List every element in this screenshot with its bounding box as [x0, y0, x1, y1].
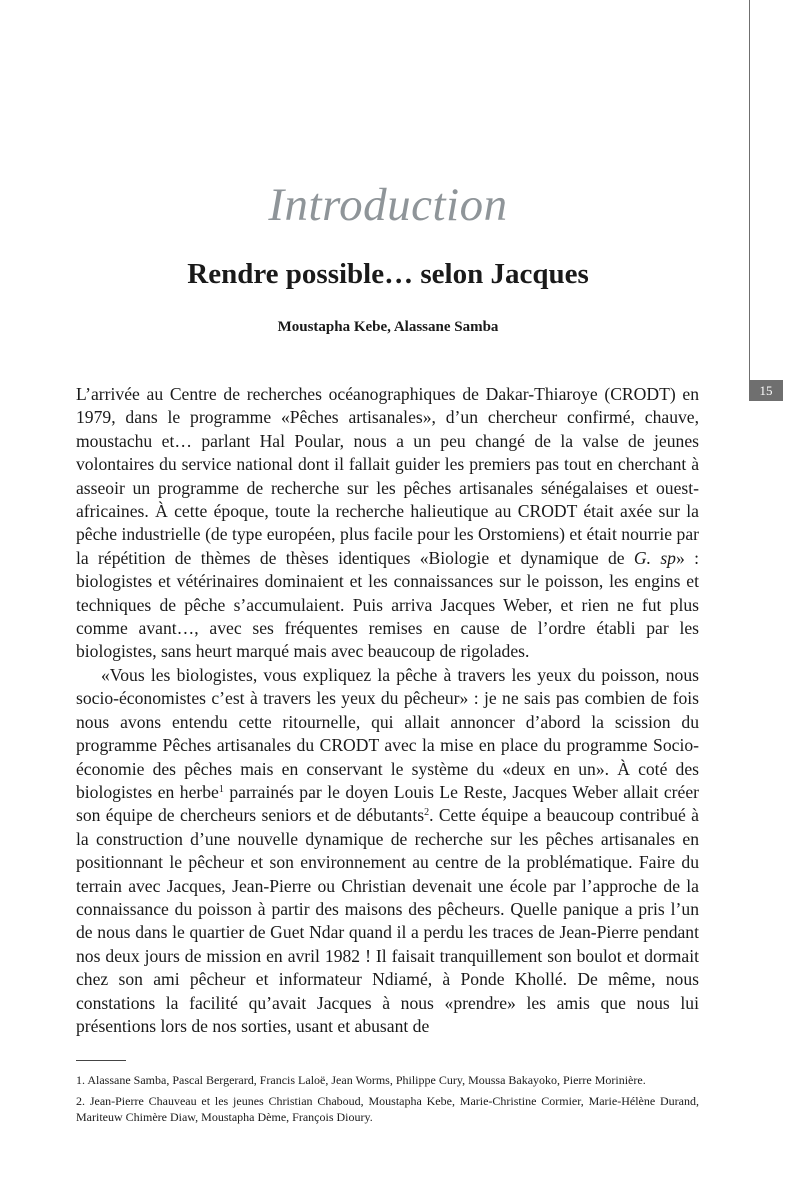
footnote-divider: [76, 1060, 126, 1061]
footnote-ref-1: 1: [218, 783, 224, 795]
footnotes: [76, 1072, 699, 1130]
paragraph-2-text-a: «Vous les biologistes, vous expliquez la pêche à travers les yeux du poisson, nous socio-économistes c’est à travers les yeux du pêcheur» : je ne sais pas combien de fois nous avons entendu cette ritournelle, qui allait annoncer d’abord la scission du programme Pêches artisanales du CRODT avec la mise en place du programme Socio-économie des pêches mais en conservant le système du «deux en un». À coté des biologistes en herbe: [76, 664, 699, 802]
paragraph-1-text-b: » : biologistes et vétérinaires dominaient et les connaissances sur le poisson, les engins et techniques de pêche s’accumulaient. Puis arriva Jacques Weber, et rien ne fut plus comme avant…, avec ses fréquentes remises en cause de l’ordre établi par les biologistes, sans heurt marqué mais avec beaucoup de rigolades.: [76, 547, 699, 662]
chapter-label: Introduction: [268, 179, 508, 231]
paragraph-2-text-b: parrainés par le doyen Louis Le Reste, Jacques Weber allait créer son équipe de chercheurs seniors et de débutants: [76, 781, 699, 826]
body-text: [76, 383, 699, 1038]
paragraph-2: [76, 664, 699, 1039]
footnote-ref-2: 2: [424, 807, 430, 819]
page-number-tab: 15: [749, 380, 783, 401]
chapter-title: Rendre possible… selon Jacques: [187, 258, 589, 290]
paragraph-2-text-c: . Cette équipe a beaucoup contribué à la construction d’une nouvelle dynamique de recherche sur les pêches artisanales en positionnant le pêcheur et son environnement au centre de la problématique. Faire du terrain avec Jacques, Jean-Pierre ou Christian devenait une école par l’approche de la connaissance du poisson à partir des maisons des pêcheurs. Quelle panique a pris l’un de nous dans le quartier de Guet Ndar quand il a perdu les traces de Jean-Pierre pendant nos deux jours de mission en avril 1982 ! Il faisait tranquillement son boulot et dormait chez son ami pêcheur et informateur Ndiamé, à Ponde Khollé. De même, nous constations la facilité qu’avait Jacques à nous «prendre» les amis que nous lui présentions lors de nos sorties, usant et abusant de: [76, 805, 699, 1036]
footnote-1: 1. Alassane Samba, Pascal Bergerard, Francis Laloë, Jean Worms, Philippe Cury, Moussa Bakayoko, Pierre Morinière.: [76, 1073, 646, 1087]
species-name: G. sp: [633, 547, 676, 568]
paragraph-1-text-a: L’arrivée au Centre de recherches océanographiques de Dakar-Thiaroye (CRODT) en 1979, dans le programme «Pêches artisanales», d’un chercheur confirmé, chauve, moustachu et… parlant Hal Poular, nous a un peu changé de la valse de jeunes volontaires du service national dont il fallait guider les premiers pas tout en cherchant à asseoir un programme de recherche sur les pêches artisanales sénégalaises et ouest-africaines. À cette époque, toute la recherche halieutique au CRODT était axée sur la pêche industrielle (de type européen, plus facile pour les Orstomiens) et était nourrie par la répétition de thèmes de thèses identiques «Biologie et dynamique de: [76, 384, 699, 568]
footnote-2: 2. Jean-Pierre Chauveau et les jeunes Christian Chaboud, Moustapha Kebe, Marie-Christine Cormier, Marie-Hélène Durand, Mariteuw Chimère Diaw, Moustapha Dème, François Dioury.: [76, 1094, 699, 1124]
paragraph-1: [76, 383, 699, 664]
chapter-authors: Moustapha Kebe, Alassane Samba: [277, 319, 499, 335]
